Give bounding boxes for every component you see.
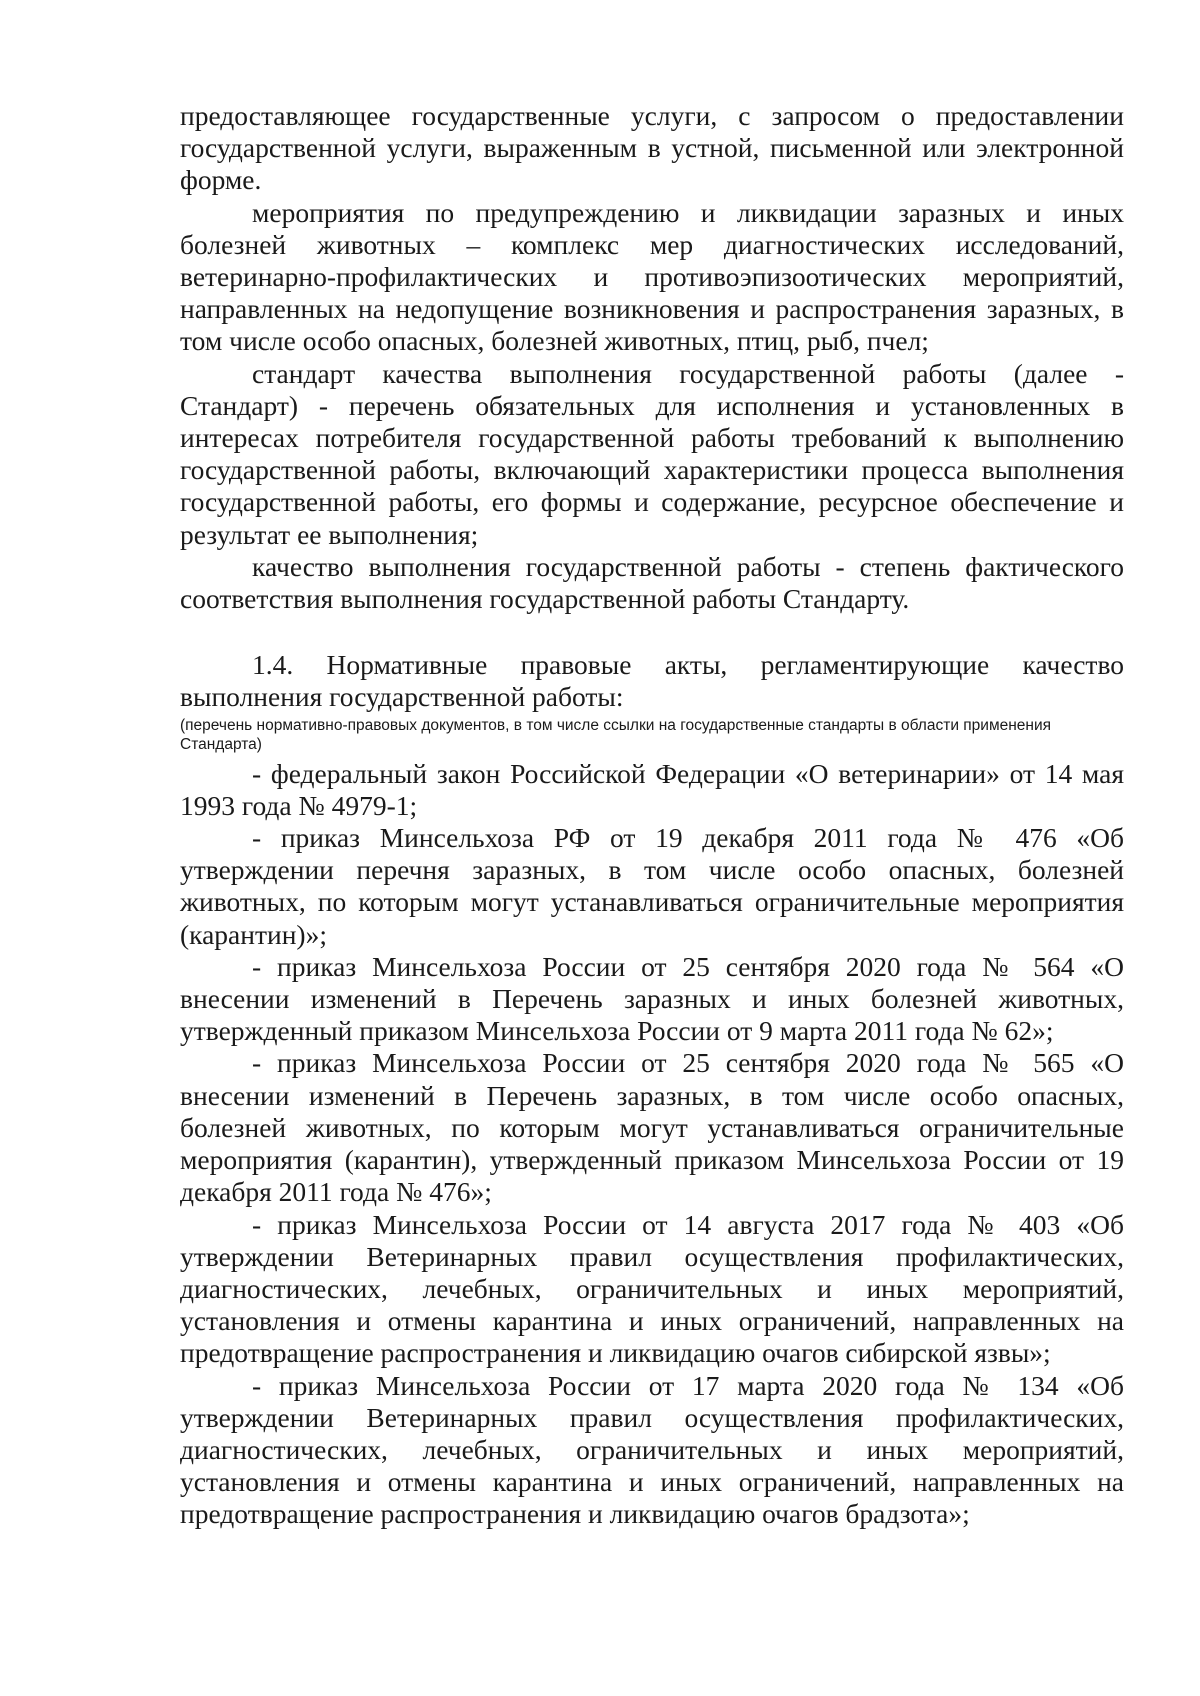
section-spacer [180,615,1124,649]
act-item: - приказ Минсельхоза РФ от 19 декабря 2011 года № 476 «Об утверждении перечня заразных, в том числе особо опасных, болезней животных, по которым могут устанавливаться ограничительные мероприятия (карантин)»; [180,822,1124,950]
document-page [180,100,1124,1531]
act-item: - федеральный закон Российской Федерации «О ветеринарии» от 14 мая 1993 года № 4979-1; [180,757,1124,821]
section-note: (перечень нормативно-правовых документов, в том числе ссылки на государственные стандарты в области применения Стандарта) [180,716,1052,753]
paragraph-quality-standard: стандарт качества выполнения государственной работы (далее - Стандарт) - перечень обязательных для исполнения и установленных в интересах потребителя государственной работы требований к выполнению государственной работы, включающий характеристики процесса выполнения государственной работы, его формы и содержание, ресурсное обеспечение и результат ее выполнения; [180,357,1124,550]
paragraph-services-request: предоставляющее государственные услуги, с запросом о предоставлении государственной услуги, выраженным в устной, письменной или электронной форме. [180,100,1124,196]
paragraph-quality-definition: качество выполнения государственной работы - степень фактического соответствия выполнения государственной работы Стандарту. [180,550,1124,615]
paragraph-disease-measures: мероприятия по предупреждению и ликвидации заразных и иных болезней животных – комплекс мер диагностических исследований, ветеринарно-профилактических и противоэпизоотических мероприятий, направленных на недопущение возникновения и распространения заразных, в том числе особо опасных, болезней животных, птиц, рыб, пчел; [180,196,1124,357]
act-item: - приказ Минсельхоза России от 25 сентября 2020 года № 564 «О внесении изменений в Перечень заразных и иных болезней животных, утвержденный приказом Минсельхоза России от 9 марта 2011 года № 62»; [180,950,1124,1047]
act-item: - приказ Минсельхоза России от 25 сентября 2020 года № 565 «О внесении изменений в Перечень заразных, в том числе особо опасных, болезней животных, по которым могут устанавливаться ограничительные мероприятия (карантин), утвержденный приказом Минсельхоза России от 19 декабря 2011 года № 476»; [180,1047,1124,1208]
act-item: - приказ Минсельхоза России от 17 марта 2020 года № 134 «Об утверждении Ветеринарных правил осуществления профилактических, диагностических, лечебных, ограничительных и иных мероприятий, установления и отмены карантина и иных ограничений, направленных на предотвращение распространения и ликвидацию очагов брадзота»; [180,1369,1124,1530]
section-heading: 1.4. Нормативные правовые акты, регламентирующие качество выполнения государственной работы: [180,649,1124,713]
act-item: - приказ Минсельхоза России от 14 августа 2017 года № 403 «Об утверждении Ветеринарных правил осуществления профилактических, диагностических, лечебных, ограничительных и иных мероприятий, установления и отмены карантина и иных ограничений, направленных на предотвращение распространения и ликвидацию очагов сибирской язвы»; [180,1208,1124,1369]
